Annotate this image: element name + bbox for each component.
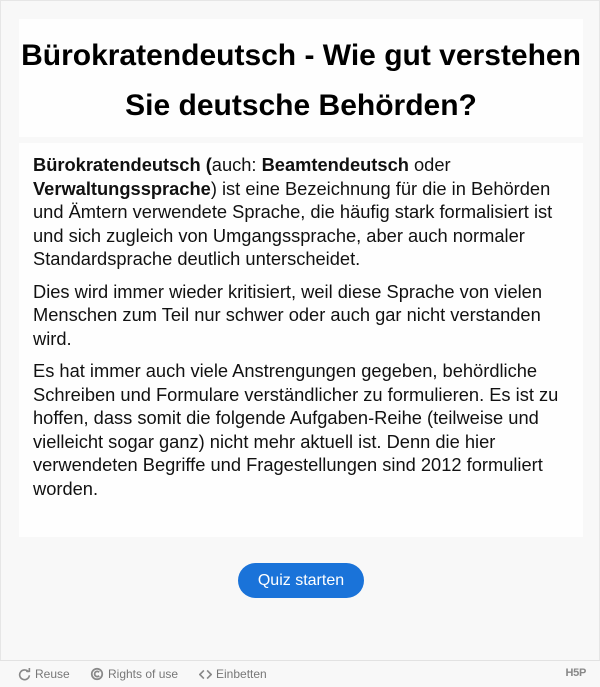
- embed-label: Einbetten: [216, 667, 267, 681]
- intro-paragraph-2: Dies wird immer wieder kritisiert, weil diese Sprache von vielen Menschen zum Teil nur schwer oder auch gar nicht verstanden wird.: [33, 280, 543, 349]
- page-title: Bürokratendeutsch - Wie gut verstehen Sie deutsche Behörden?: [21, 39, 581, 122]
- embed-link[interactable]: [199, 667, 267, 681]
- term-main: Bürokratendeutsch (: [33, 154, 212, 175]
- intro-text-segment: ) ist eine Bezeichnung für die in Behörden und Ämtern verwendete Sprache, die häufig stark formalisiert ist und sich zugleich von Umgangssprache, aber auch normaler Standardsprache deutlich unterscheidet.: [33, 177, 553, 269]
- code-icon: [199, 668, 212, 681]
- reuse-label: Reuse: [35, 667, 70, 681]
- intro-paragraph-3: Es hat immer auch viele Anstrengungen gegeben, behördliche Schreiben und Formulare verständlicher zu formulieren. Es ist zu hoffen, dass somit die folgende Aufgaben-Reihe (teilweise und vielleicht sogar ganz) nicht mehr aktuell ist. Denn die hier verwendeten Begriffe und Fragestellungen sind 2012 formuliert worden.: [33, 360, 559, 499]
- rights-link[interactable]: [90, 667, 178, 681]
- start-quiz-button[interactable]: Quiz starten: [238, 563, 364, 598]
- intro-text-segment: auch:: [211, 154, 262, 175]
- intro-paragraph-1: [33, 153, 569, 271]
- h5p-logo[interactable]: H5P: [565, 667, 586, 679]
- title-box: [19, 19, 583, 137]
- intro-text: [19, 143, 583, 537]
- reuse-link[interactable]: [18, 667, 70, 681]
- rights-label: Rights of use: [108, 667, 179, 681]
- reuse-icon: [18, 668, 31, 681]
- term-alt-2: Verwaltungssprache: [33, 177, 211, 199]
- intro-text-segment: oder: [408, 154, 451, 175]
- copyright-icon: [90, 667, 104, 681]
- footer-bar: [0, 660, 600, 687]
- term-alt-1: Beamtendeutsch: [261, 154, 409, 175]
